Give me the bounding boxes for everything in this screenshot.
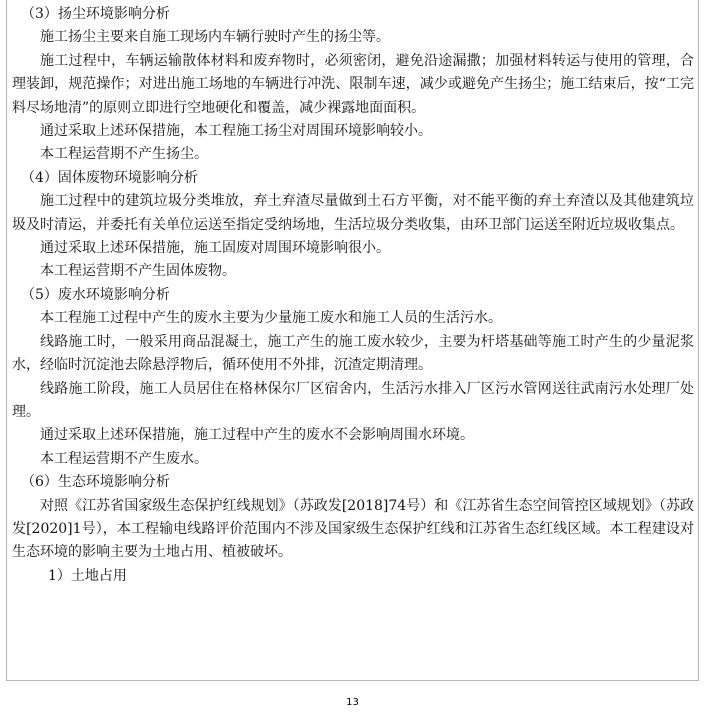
paragraph: 本工程运营期不产生扬尘。: [40, 146, 208, 163]
paragraph: 线路施工阶段，施工人员居住在格林保尔厂区宿舍内，生活污水排入厂区污水管网送往武南污水处理厂处理。: [12, 380, 694, 420]
section-heading-ecology: （6）生态环境影响分析: [21, 474, 170, 491]
section-heading-solid-waste: （4）固体废物环境影响分析: [21, 169, 198, 186]
paragraph: 对照《江苏省国家级生态保护红线规划》（苏政发[2018]74号）和《江苏省生态空间管控区域规划》（苏政发[2020]1号），本工程输电线路评价范围内不涉及国家级生态保护红线和江苏省生态红线区域。本工程建设对生态环境的影响主要为土地占用、植被破坏。: [12, 497, 694, 561]
paragraph: 通过采取上述环保措施，本工程施工扬尘对周围环境影响较小。: [40, 123, 432, 140]
paragraph: 施工过程中，车辆运输散体材料和废弃物时，必须密闭，避免沿途漏撒；加强材料转运与使用的管理，合理装卸，规范操作；对进出施工场地的车辆进行冲洗、限制车速，减少或避免产生扬尘；施工结束后，按“工完料尽场地清”的原则立即进行空地硬化和覆盖，减少裸露地面面积。: [12, 52, 694, 116]
paragraph: 本工程运营期不产生固体废物。: [40, 263, 236, 280]
paragraph: 施工扬尘主要来自施工现场内车辆行驶时产生的扬尘等。: [40, 29, 390, 46]
page-number: 13: [346, 697, 359, 708]
paragraph: 线路施工时，一般采用商品混凝土，施工产生的施工废水较少，主要为杆塔基础等施工时产生的少量泥浆水，经临时沉淀池去除悬浮物后，循环使用不外排，沉渣定期清理。: [12, 333, 694, 374]
subheading-land-occupation: 1）土地占用: [48, 567, 127, 584]
paragraph: 本工程施工过程中产生的废水主要为少量施工废水和施工人员的生活污水。: [40, 310, 502, 327]
paragraph: 通过采取上述环保措施，施工过程中产生的废水不会影响周围水环境。: [40, 427, 474, 444]
paragraph: 本工程运营期不产生废水。: [40, 450, 208, 467]
section-heading-dust: （3）扬尘环境影响分析: [21, 6, 170, 22]
paragraph: 施工过程中的建筑垃圾分类堆放，弃土弃渣尽量做到土石方平衡，对不能平衡的弃土弃渣以及其他建筑垃圾及时清运，并委托有关单位运送至指定受纳场地，生活垃圾分类收集，由环卫部门运送至附近垃圾收集点。: [12, 193, 694, 233]
paragraph: 通过采取上述环保措施，施工固废对周围环境影响很小。: [40, 240, 390, 257]
document-body: [12, 3, 694, 588]
section-heading-wastewater: （5）废水环境影响分析: [21, 286, 170, 303]
